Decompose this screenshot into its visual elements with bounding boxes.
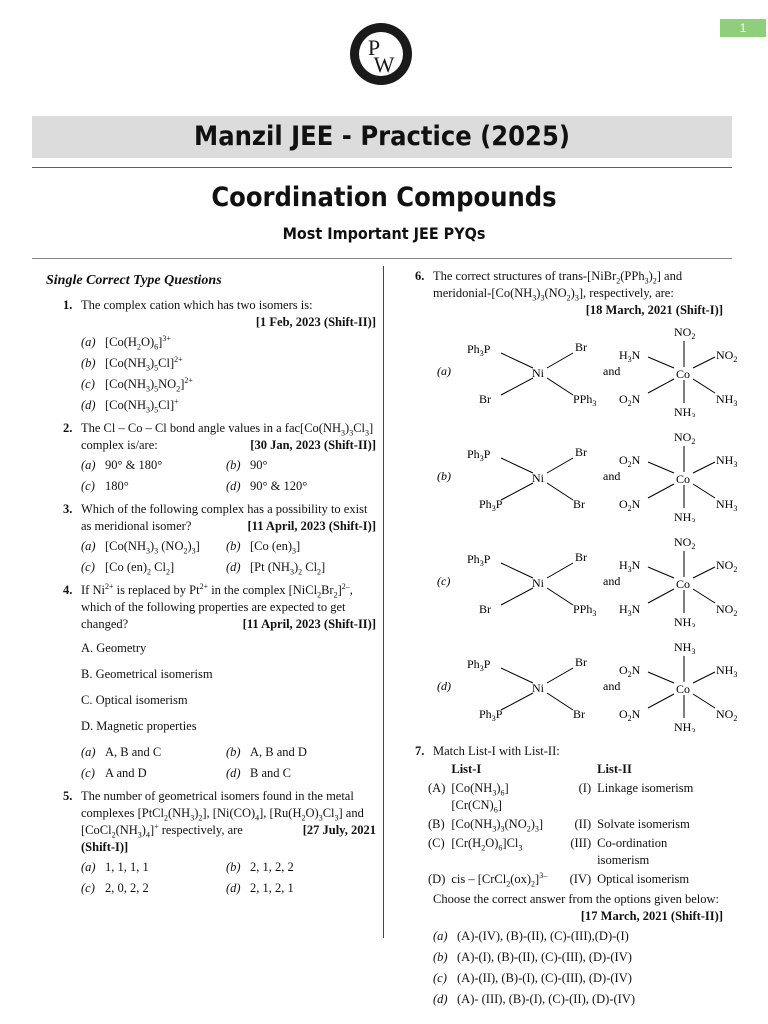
option: (d) (A)- (III), (B)-(I), (C)-(II), (D)-(IV) [433, 992, 636, 1006]
statement: C. Optical isomerism [81, 693, 188, 707]
option-label: (d) [433, 992, 448, 1006]
option-label: (c) [81, 377, 95, 391]
option-label: (d) [226, 881, 241, 895]
question-source: [18 March, 2021 (Shift-I)] [585, 303, 723, 317]
option-label: (a) [433, 929, 448, 943]
svg-text:H3N: $H_3N$ [619, 602, 641, 618]
svg-text:H3N: $H_3N$ [619, 558, 641, 574]
svg-text:NO2: $NO_2$ [716, 558, 738, 574]
option-row [81, 538, 376, 555]
question-source: [17 March, 2021 (Shift-II)] [580, 909, 723, 923]
svg-text:and: and [603, 469, 621, 483]
option: (a) 90° & 180° [81, 458, 163, 472]
option: (b) 2, 1, 2, 2 [226, 860, 294, 874]
svg-text:(b): (b) [437, 469, 451, 483]
svg-text:NH3: $NH_3$ [716, 453, 738, 469]
svg-text:NH3: $NH_3$ [716, 497, 738, 513]
option-label: (a) [81, 458, 96, 472]
option: (c) [Co $(en)_2$ $Cl_2$] [81, 560, 175, 577]
question-number: 3. [63, 502, 73, 516]
question-text: The complex cation which has two isomers is: [81, 298, 313, 312]
question-number: 1. [63, 298, 73, 312]
question-text: Which of the following complex has a possibility to exist as meridional isomer? [81, 502, 368, 533]
options [81, 859, 376, 897]
svg-text:O2N: $O_2N$ [619, 453, 641, 469]
option: (d) 2, 1, 2, 1 [226, 881, 294, 895]
choose-instruction: Choose the correct answer from the options given below: [433, 892, 720, 906]
option-label: (b) [226, 458, 241, 472]
option: (b) $[Co(NH_3)_5Cl]^{2+}$ [81, 354, 183, 373]
svg-text:O2N: $O_2N$ [619, 392, 641, 408]
option-row [81, 559, 376, 576]
question-number: 4. [63, 583, 73, 597]
svg-text:W: W [373, 52, 395, 77]
option: (a) [$Co(NH_3)_3$ $(NO_2)_3$] [81, 539, 200, 556]
question-text: The Cl – Co – Cl bond angle values in a $fac[Co(NH_3)_3Cl_3]$ complex is/are: [81, 421, 374, 452]
option-row [81, 859, 376, 876]
option: (a) (A)-(IV), (B)-(II), (C)-(III),(D)-(I) [433, 929, 629, 943]
option: (b) A, B and D [226, 745, 307, 759]
question-4 [46, 582, 376, 782]
header-bar: Manzil JEE - Practice (2025) [32, 116, 732, 158]
option-label: (c) [81, 881, 95, 895]
svg-text:Ph3P: $Ph_3P$ [467, 342, 491, 358]
statements [81, 640, 376, 735]
svg-text:NO2: $NO_2$ [674, 430, 696, 446]
svg-text:Br: Br [575, 655, 587, 669]
match-row: (D) cis – $[CrCl_2(ox)_2]^{3-}$ (IV) Optical isomerism [428, 870, 690, 889]
svg-text:NO2: $NO_2$ [674, 535, 696, 551]
option-label: (a) [81, 745, 96, 759]
svg-text:O2N: $O_2N$ [619, 497, 641, 513]
option-label: (c) [81, 560, 95, 574]
question-source: [27 July, 2021 [302, 823, 376, 837]
options [81, 538, 376, 576]
svg-text:(a): (a) [437, 364, 451, 378]
page-number: 1 [720, 19, 766, 37]
option: (b) [Co $(en)_3$] [226, 539, 301, 556]
svg-text:NH3: $NH_3$ [674, 615, 696, 627]
svg-text:Br: Br [573, 707, 585, 721]
svg-text:Ph3P: $Ph_3P$ [467, 447, 491, 463]
match-row: (A) $[Co(NH_3)_6][Cr(CN)_6]$ (I) Linkage isomerism [428, 781, 694, 815]
svg-text:O2N: $O_2N$ [619, 663, 641, 679]
options [81, 457, 376, 495]
column-divider [383, 266, 384, 938]
svg-text:NH3: $NH_3$ [716, 392, 738, 408]
option-row [81, 765, 376, 782]
svg-text:and: and [603, 679, 621, 693]
section-divider [32, 258, 732, 259]
section-heading: Single Correct Type Questions [46, 273, 222, 288]
question-source: [1 Feb, 2023 (Shift-II)] [255, 315, 376, 329]
svg-text:PPh3: PPh$_3$ [573, 602, 597, 618]
options [433, 928, 723, 1008]
page-subtitle: Most Important JEE PYQs [282, 224, 486, 243]
option: (c) 180° [81, 479, 129, 493]
option-label: (c) [433, 971, 447, 985]
option-row [81, 457, 376, 474]
left-column [46, 272, 376, 901]
svg-text:NH3: $NH_3$ [716, 663, 738, 679]
svg-text:Ph3P: $Ph_3P$ [479, 707, 503, 723]
svg-text:NH3: $NH_3$ [674, 405, 696, 417]
statement: D. Magnetic properties [81, 719, 197, 733]
option-label: (b) [226, 745, 241, 759]
option: (c) (A)-(II), (B)-(I), (C)-(III), (D)-(IV) [433, 971, 632, 985]
question-6 [398, 268, 738, 739]
question-7 [398, 743, 723, 1008]
option-label: (c) [81, 766, 95, 780]
question-1 [46, 297, 376, 414]
option-label: (b) [433, 950, 448, 964]
svg-text:Br: Br [479, 392, 491, 406]
svg-text:Ni: Ni [532, 366, 544, 380]
svg-text:H3N: $H_3N$ [619, 348, 641, 364]
header-rule [32, 167, 732, 168]
option-row [81, 744, 376, 761]
option: (d) $[Co(NH_3)_5Cl]^+$ [81, 396, 179, 415]
question-number: 2. [63, 421, 73, 435]
option-label: (d) [81, 398, 96, 412]
svg-text:Ni: Ni [532, 576, 544, 590]
svg-text:NH3: $NH_3$ [674, 720, 696, 732]
svg-text:Co: Co [676, 682, 691, 696]
svg-text:Ph3P: $Ph_3P$ [467, 552, 491, 568]
svg-text:(c): (c) [437, 574, 451, 588]
svg-text:Ph3P: $Ph_3P$ [467, 657, 491, 673]
svg-text:NO2: $NO_2$ [716, 602, 738, 618]
question-text: The correct structures of trans-$[NiBr_2(PPh_3)_2]$ and meridonial-$[Co(NH_3)_3(NO_2)_3]$, respectively, are: [433, 269, 683, 303]
question-number: 5. [63, 789, 73, 803]
list-1-header: List-I [451, 762, 482, 776]
svg-text:NO2: $NO_2$ [674, 325, 696, 341]
question-number: 6. [415, 269, 425, 283]
match-row: (B) $[Co(NH_3)_3(NO_2)_3]$ (II) Solvate isomerism [428, 817, 690, 834]
statement: B. Geometrical isomerism [81, 667, 213, 681]
option-label: (d) [226, 766, 241, 780]
question-3 [46, 501, 376, 576]
option-label: (c) [81, 479, 95, 493]
question-number: 7. [415, 744, 425, 758]
svg-text:NO2: $NO_2$ [716, 348, 738, 364]
option: (d) [Pt $(NH_3)_2$ $Cl_2$] [226, 560, 326, 577]
svg-text:PPh3: PPh$_3$ [573, 392, 597, 408]
option-label: (b) [226, 539, 241, 553]
svg-text:NH3: $NH_3$ [674, 510, 696, 522]
svg-text:O2N: $O_2N$ [619, 707, 641, 723]
structure-option [423, 428, 758, 522]
svg-text:Ph3P: $Ph_3P$ [479, 497, 503, 513]
option-label: (b) [81, 356, 96, 370]
option-label: (d) [226, 560, 241, 574]
svg-text:and: and [603, 364, 621, 378]
svg-text:and: and [603, 574, 621, 588]
page-title: Coordination Compounds [211, 182, 557, 213]
question-source: [11 April, 2023 (Shift-II)] [242, 617, 376, 631]
svg-text:Co: Co [676, 367, 691, 381]
pw-logo-icon [349, 22, 413, 86]
question-2 [46, 420, 376, 495]
question-text: If $Ni^{2+}$ is replaced by $Pt^{2+}$ in the complex $[NiCl_2Br_2]^{2-}$, which of the following properties are expected to get changed? [81, 581, 353, 631]
question-source-cont: (Shift-I)] [81, 840, 129, 854]
svg-text:Co: Co [676, 472, 691, 486]
option: (a) A, B and C [81, 745, 162, 759]
option: (d) 90° & 120° [226, 479, 308, 493]
option: (c) A and D [81, 766, 147, 780]
svg-text:Ni: Ni [532, 681, 544, 695]
option-row [81, 478, 376, 495]
option-label: (a) [81, 335, 96, 349]
option: (a) $[Co(H_2O)_6]^{3+}$ [81, 333, 171, 352]
question-5 [46, 788, 376, 897]
question-source: [30 Jan, 2023 (Shift-II)] [250, 438, 376, 452]
svg-text:Br: Br [575, 340, 587, 354]
option: (b) 90° [226, 458, 268, 472]
statement: A. Geometry [81, 641, 147, 655]
structure-option [423, 533, 758, 627]
options [81, 744, 376, 782]
options [81, 334, 376, 414]
structure-option [423, 323, 758, 417]
svg-text:Ni: Ni [532, 471, 544, 485]
svg-text:Br: Br [479, 602, 491, 616]
question-text: Match List-I with List-II: [433, 744, 560, 758]
option-label: (a) [81, 539, 96, 553]
structure-options [433, 319, 738, 739]
option: (b) (A)-(I), (B)-(II), (C)-(III), (D)-(IV) [433, 950, 632, 964]
option: (d) B and C [226, 766, 291, 780]
svg-text:Br: Br [575, 550, 587, 564]
svg-text:NH3: $NH_3$ [674, 640, 696, 656]
structure-option [423, 638, 758, 732]
svg-text:P: P [367, 35, 381, 60]
question-text: The number of geometrical isomers found in the metal complexes $[PtCl_2(NH_3)_2]$, $[Ni(CO)_4]$, $[Ru(H_2O)_3Cl_3]$ and $[CoCl_2(NH_3)_4]^+$ respectively, are [81, 789, 364, 840]
option-label: (b) [226, 860, 241, 874]
svg-text:NO2: $NO_2$ [716, 707, 738, 723]
svg-text:Co: Co [676, 577, 691, 591]
option-row [81, 880, 376, 897]
svg-text:Br: Br [573, 497, 585, 511]
option-label: (d) [226, 479, 241, 493]
svg-text:Br: Br [575, 445, 587, 459]
option: (c) 2, 0, 2, 2 [81, 881, 149, 895]
question-source: [11 April, 2023 (Shift-I)] [247, 519, 376, 533]
right-column [398, 268, 738, 1012]
match-table [425, 760, 723, 889]
option: (c) $[Co(NH_3)_5NO_2]^{2+}$ [81, 375, 193, 394]
option: (a) 1, 1, 1, 1 [81, 860, 149, 874]
list-2-header: List-II [597, 762, 632, 776]
svg-text:(d): (d) [437, 679, 451, 693]
match-row: (C) $[Cr(H_2O)_6]Cl_3$ (III) Co-ordination isomerism [428, 836, 668, 867]
option-label: (a) [81, 860, 96, 874]
